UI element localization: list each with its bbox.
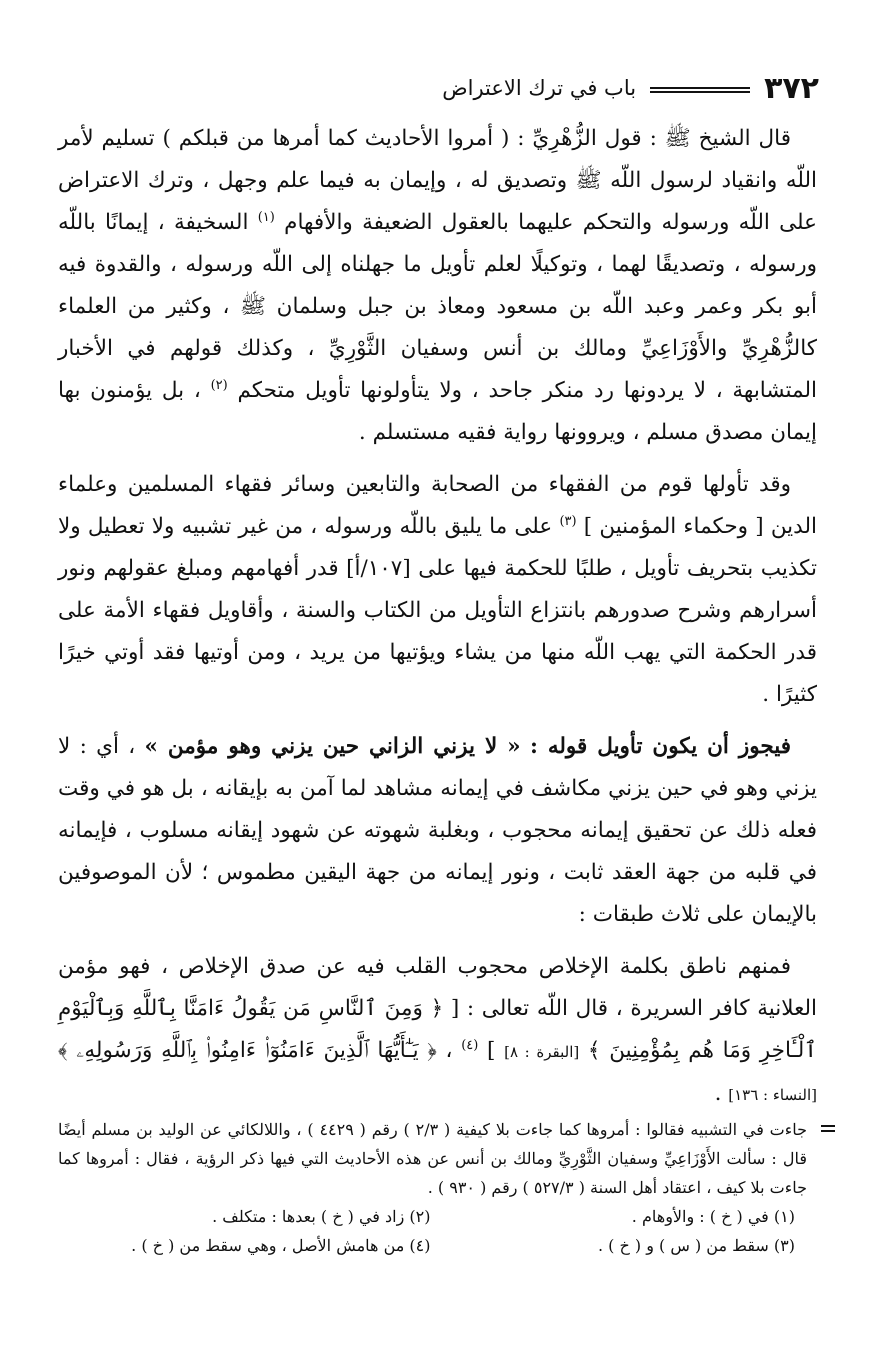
quran-reference-nisa: [النساء : ١٣٦] xyxy=(728,1086,817,1104)
footnote-3: (٣) سقط من ( س ) و ( خ ) . xyxy=(597,1236,795,1255)
footnote-4: (٤) من هامش الأصل ، وهي سقط من ( خ ) . xyxy=(131,1236,431,1255)
footnote-ref-4[interactable]: (٤) xyxy=(461,1037,479,1053)
paragraph-text: . xyxy=(714,1081,722,1106)
footnote-ref-2[interactable]: (٢) xyxy=(210,377,228,393)
quran-verse-1: ﴿ وَمِنَ ٱلنَّاسِ مَن يَقُولُ ءَامَنَّا بِٱللَّهِ وَبِٱلْيَوْمِ ٱلْـَٔاخِرِ وَمَا هُم بِمُؤْمِنِينَ ﴾ xyxy=(58,996,817,1063)
footnote-ref-3[interactable]: (٣) xyxy=(559,513,577,529)
paragraph-3 xyxy=(58,726,817,936)
paragraph-text: ، xyxy=(445,1038,453,1063)
footnote-ref-1[interactable]: (١) xyxy=(257,209,275,225)
footnote-text: جاءت في التشبيه فقالوا : أمروها كما جاءت بلا كيفية ( ٢/٣ ) رقم ( ٤٤٢٩ ) ، واللالكائي عن الوليد بن مسلم أيضًا قال : سألت الأَوْزَاعِيِّ وسفيان الثَّوْرِيِّ ومالك بن أنس عن هذه الأحاديث التي فيها ذكر الرؤية ، فقال : أمروها كما جاءت بلا كيف ، اعتقاد أهل السنة ( ٥٢٧/٣ ) رقم ( ٩٣٠ ) . xyxy=(58,1120,808,1197)
chapter-title: باب في ترك الاعتراض xyxy=(442,76,637,100)
quran-verse-2: ﴿ يَـٰٓأَيُّهَا ٱلَّذِينَ ءَامَنُوٓا۟ ءَامِنُوا۟ بِٱللَّهِ وَرَسُولِهِۦ ﴾ xyxy=(58,1038,437,1063)
footnote-row xyxy=(58,1202,827,1231)
footnotes xyxy=(58,1115,827,1260)
paragraph-text: فيجوز أن يكون تأويل قوله : xyxy=(529,734,792,759)
footnote-row xyxy=(58,1231,827,1260)
page-number: ٣٧٢ xyxy=(764,70,819,106)
footnote-continuation xyxy=(58,1115,827,1202)
header-divider xyxy=(650,87,750,93)
paragraph-text: قال الشيخ ﷺ : قول الزُّهْرِيِّ : ( أمروا الأحاديث كما أمرها من قبلكم ) تسليم لأمر اللّه وانقياد لرسول اللّه ﷺ وتصديق له ، وإيمان به فيما علم وجهل ، وترك الاعتراض على اللّه ورسوله والتحكم عليهما بالعقول الضعيفة والأفهام xyxy=(58,126,817,235)
paragraph-text: على ما يليق باللّه ورسوله ، من غير تشبيه ولا تعطيل ولا تكذيب بتحريف تأويل ، طلبًا للحكمة فيها على [١٠٧/أ] قدر أفهامهم ومبلغ عقولهم ونور أسرارهم وشرح صدورهم بانتزاع التأويل من الكتاب والسنة ، وأقاويل فقهاء الأمة على قدر الحكمة التي يهب اللّه منها من يشاء ويؤتيها من يريد ، ومن أوتيها فقد أوتي خيرًا كثيرًا . xyxy=(58,514,817,707)
paragraph-text: ] xyxy=(487,1038,496,1063)
paragraph-2 xyxy=(58,464,817,716)
footnote-2: (٢) زاد في ( خ ) بعدها : متكلف . xyxy=(212,1207,431,1226)
continuation-mark xyxy=(821,1125,835,1132)
paragraph-4 xyxy=(58,946,817,1116)
paragraph-text: السخيفة ، إيمانًا باللّه ورسوله ، وتصديقًا لهما ، وتوكيلًا لعلم تأويل ما جهلناه إلى اللّه ورسوله ، والقدوة فيه أبو بكر وعمر وعبد اللّه بن مسعود ومعاذ بن جبل وسلمان ﷺ ، وكثير من العلماء كالزُّهْرِيِّ والأَوْزَاعِيِّ ومالك بن أنس وسفيان الثَّوْرِيِّ ، وكذلك قولهم في الأخبار المتشابهة ، لا يردونها رد منكر جاحد ، ولا يتأولونها تأويل متحكم xyxy=(58,210,817,403)
quran-reference-baqara: [البقرة : ٨] xyxy=(504,1043,580,1061)
hadith-quote: « لا يزني الزاني حين يزني وهو مؤمن » xyxy=(144,734,521,759)
main-text xyxy=(58,118,817,1116)
paragraph-text: ، أي : لا يزني وهو في حين يزني مكاشف في إيمانه مشاهد لما آمن به بإيقانه ، بل هو في وقت فعله ذلك عن تحقيق إيمانه محجوب ، وبغلبة شهوته عن شهود إيقانه مسلوب ، فإيمانه في قلبه من جهة العقد ثابت ، ونور إيمانه من جهة اليقين مطموس ؛ لأن الموصوفين بالإيمان على ثلاث طبقات : xyxy=(58,734,817,927)
paragraph-text: وقد تأولها قوم من الفقهاء من الصحابة والتابعين وسائر فقهاء المسلمين وعلماء الدين [ وحكماء المؤمنين ] xyxy=(58,472,817,539)
paragraph-1 xyxy=(58,118,817,454)
paragraph-text: فمنهم ناطق بكلمة الإخلاص محجوب القلب فيه عن صدق الإخلاص ، فهو مؤمن العلانية كافر السريرة ، قال اللّه تعالى : [ xyxy=(58,954,817,1021)
page-header xyxy=(50,68,819,108)
footnote-1: (١) في ( خ ) : والأوهام . xyxy=(631,1207,795,1226)
paragraph-text: ، بل يؤمنون بها إيمان مصدق مسلم ، ويروونها رواية فقيه مستسلم . xyxy=(58,378,817,445)
